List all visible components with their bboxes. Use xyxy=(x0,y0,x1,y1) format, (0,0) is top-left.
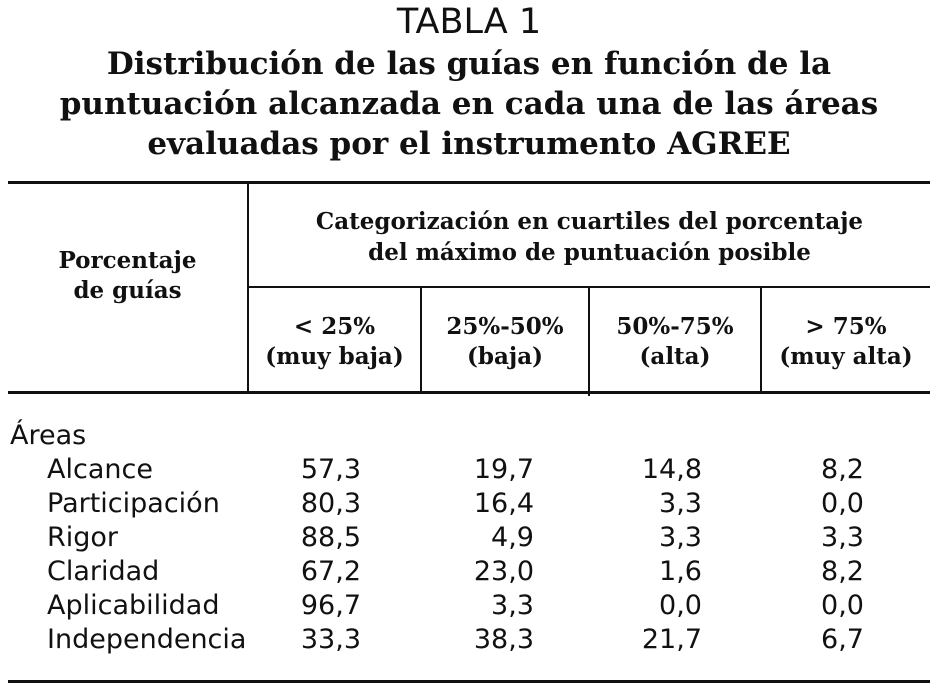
column-header-very-low-label: (muy baja) xyxy=(265,343,404,370)
column-header-high-label: (alta) xyxy=(639,343,711,370)
row-header-line-2: de guías xyxy=(73,277,182,304)
cell-independencia-low: 38,3 xyxy=(473,624,534,655)
cell-claridad-high: 1,6 xyxy=(659,556,702,587)
cell-claridad-low: 23,0 xyxy=(473,556,534,587)
column-header-very-high-range: > 75% xyxy=(805,313,887,340)
row-label-claridad: Claridad xyxy=(47,556,160,587)
row-header xyxy=(8,246,247,306)
group-header xyxy=(249,206,930,268)
cell-rigor-low: 4,9 xyxy=(491,522,534,553)
cell-independencia-very-low: 33,3 xyxy=(300,624,361,655)
section-label-areas: Áreas xyxy=(10,420,87,451)
row-label-alcance: Alcance xyxy=(47,454,153,485)
cell-claridad-very-high: 8,2 xyxy=(821,556,864,587)
row-header-line-1: Porcentaje xyxy=(58,247,197,274)
cell-rigor-very-high: 3,3 xyxy=(821,522,864,553)
column-header-low-label: (baja) xyxy=(467,343,543,370)
group-header-line-2: del máximo de puntuación posible xyxy=(368,239,811,266)
table-title-line-1: Distribución de las guías en función de la xyxy=(106,46,832,82)
column-header-high-range: 50%-75% xyxy=(616,313,734,340)
column-header-very-low xyxy=(249,312,420,372)
column-header-low-range: 25%-50% xyxy=(446,313,564,340)
column-header-low xyxy=(422,312,588,372)
cell-alcance-very-high: 8,2 xyxy=(821,454,864,485)
group-header-line-1: Categorización en cuartiles del porcentaje xyxy=(315,208,864,235)
cell-participacion-high: 3,3 xyxy=(659,488,702,519)
bottom-rule xyxy=(8,680,930,683)
column-header-very-high xyxy=(762,312,930,372)
row-label-aplicabilidad: Aplicabilidad xyxy=(47,590,220,621)
table-title-line-2: puntuación alcanzada en cada una de las áreas xyxy=(59,86,879,122)
cell-aplicabilidad-very-low: 96,7 xyxy=(300,590,361,621)
cell-aplicabilidad-very-high: 0,0 xyxy=(821,590,864,621)
cell-alcance-low: 19,7 xyxy=(473,454,534,485)
row-label-participacion: Participación xyxy=(47,488,220,519)
row-label-independencia: Independencia xyxy=(47,624,247,655)
cell-participacion-very-low: 80,3 xyxy=(300,488,361,519)
table-title-line-3: evaluadas por el instrumento AGREE xyxy=(147,126,791,162)
table-number: TABLA 1 xyxy=(396,2,542,42)
cell-independencia-high: 21,7 xyxy=(641,624,702,655)
cell-rigor-very-low: 88,5 xyxy=(300,522,361,553)
cell-independencia-very-high: 6,7 xyxy=(821,624,864,655)
cell-claridad-very-low: 67,2 xyxy=(300,556,361,587)
header-bottom-rule xyxy=(8,391,930,394)
column-header-very-low-range: < 25% xyxy=(293,313,376,340)
cell-aplicabilidad-high: 0,0 xyxy=(659,590,702,621)
row-label-rigor: Rigor xyxy=(47,522,119,553)
column-header-very-high-label: (muy alta) xyxy=(779,343,913,370)
cell-rigor-high: 3,3 xyxy=(659,522,702,553)
cell-participacion-very-high: 0,0 xyxy=(821,488,864,519)
cell-aplicabilidad-low: 3,3 xyxy=(491,590,534,621)
top-rule xyxy=(8,181,930,184)
cell-alcance-high: 14,8 xyxy=(641,454,702,485)
column-header-high xyxy=(590,312,760,372)
cell-participacion-low: 16,4 xyxy=(473,488,534,519)
cell-alcance-very-low: 57,3 xyxy=(300,454,361,485)
